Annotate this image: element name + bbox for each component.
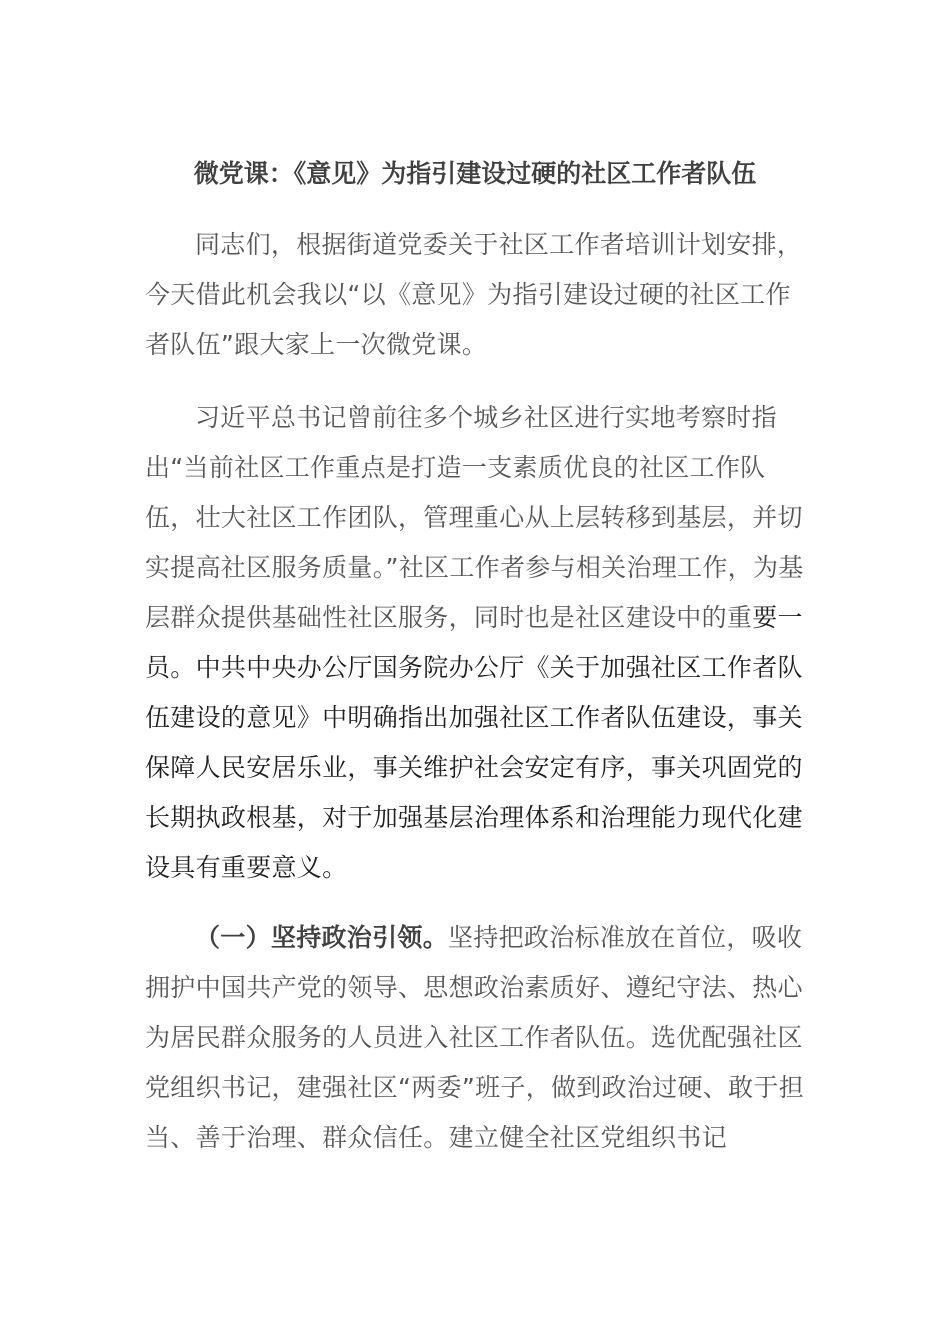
paragraph-intro-text: 同志们，根据街道党委关于社区工作者培训计划安排，今天借此机会我以“以《意见》为指引建设过硬的社区工作者队伍”跟大家上一次微党课。 (145, 230, 803, 359)
paragraph-background (145, 393, 810, 893)
paragraph-intro (145, 220, 810, 370)
paragraph-political-leadership-text: 坚持把政治标准放在首位，吸收拥护中国共产党的领导、思想政治素质好、遵纪守法、热心为居民群众服务的人员进入社区工作者队伍。选优配强社区党组织书记，建强社区“两委”班子，做到政治过硬、敢于担当、善于治理、群众信任。建立健全社区党组织书记 (145, 923, 805, 1152)
paragraph-background-text-1: 习近平总书记曾前往多个城乡社区进行实地考察时指出“当前社区工作重点是打造一支素质优良的社区工作队伍，壮大社区工作团队，管理重心从上层转移到基层，并切实提高社区服务质量。”社区工作者参与相关治理工作，为基层群众提供基础性社区服务，同时也是社区建设中的重 (145, 403, 804, 632)
section-heading: （一）坚持政治引领。 (195, 923, 449, 952)
paragraph-political-leadership (145, 913, 810, 1163)
document-title: 微党课：《意见》为指引建设过硬的社区工作者队伍 (193, 159, 757, 188)
paragraph-background-text-2: 要一员。中共中央办公厅国务院办公厅《关于加强社区工作者队伍建设的意见》中明确指出加强社区工作者队伍建设，事关保障人民安居乐业，事关维护社会安定有序，事关巩固党的长期执政根基，对于加强基层治理体系和治理能力现代化建设具有重要意义。 (145, 603, 803, 882)
